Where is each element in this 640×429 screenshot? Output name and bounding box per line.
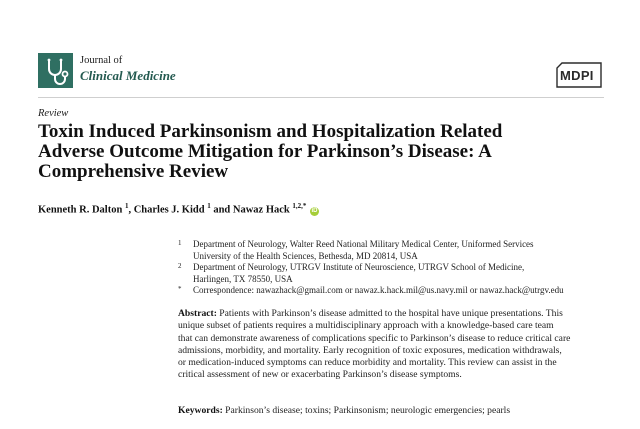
- abstract-line: admissions, morbidity, and mortality. Early recognition of toxic exposures, medication withdrawals,: [178, 344, 562, 356]
- affiliation-text: University of the Health Sciences, Bethesda, MD 20814, USA: [193, 250, 418, 261]
- author-affiliation-mark: 1,2,*: [292, 202, 307, 210]
- journal-name-line1: Journal of: [80, 55, 123, 66]
- affiliation-mark: 2: [178, 262, 182, 270]
- abstract: [178, 308, 608, 382]
- journal-logo: [38, 53, 73, 88]
- abstract-line: that can demonstrate awareness of complications specific to Parkinson’s disease to reduce critical care: [178, 332, 571, 344]
- abstract-line: unique subset of patients requires a multidisciplinary approach with a knowledge-based care team: [178, 320, 554, 332]
- abstract-line: or medication-induced symptoms can reduce morbidity and mortality. This review can assist in the: [178, 357, 557, 369]
- correspondence-mark: *: [178, 285, 182, 293]
- keywords: [178, 405, 510, 416]
- affiliation-mark: 1: [178, 239, 182, 247]
- author-name[interactable]: Kenneth R. Dalton: [38, 204, 123, 216]
- author-affiliation-mark: 1: [124, 202, 129, 210]
- author-affiliation-mark: 1: [207, 202, 211, 210]
- stethoscope-icon: [38, 53, 73, 88]
- author-separator: and: [210, 204, 233, 216]
- affiliation-text: Department of Neurology, UTRGV Institute of Neuroscience, UTRGV School of Medicine,: [193, 262, 525, 272]
- title-line: Adverse Outcome Mitigation for Parkinson’s Disease: A: [38, 141, 492, 162]
- abstract-line: [178, 308, 608, 320]
- orcid-icon[interactable]: iD: [311, 207, 318, 214]
- affiliation-text: Harlingen, TX 78550, USA: [193, 273, 293, 284]
- author-name[interactable]: Nawaz Hack: [232, 204, 290, 216]
- author-list: [38, 202, 319, 216]
- abstract-label: Abstract:: [178, 308, 217, 319]
- keywords-label: Keywords:: [178, 405, 223, 416]
- keywords-text: Parkinson’s disease; toxins; Parkinsonism; neurologic emergencies; pearls: [222, 405, 511, 416]
- title-line: Comprehensive Review: [38, 161, 229, 182]
- affiliation-text: Department of Neurology, Walter Reed National Military Medical Center, Uniformed Services: [193, 239, 534, 249]
- author-name[interactable]: Charles J. Kidd: [133, 204, 205, 216]
- title-line: Toxin Induced Parkinsonism and Hospitalization Related: [38, 121, 503, 142]
- article-type: Review: [38, 108, 69, 119]
- author-separator: ,: [128, 204, 134, 216]
- header-divider: [38, 97, 604, 98]
- abstract-text: Patients with Parkinson’s disease admitted to the hospital have unique presentations. This: [216, 308, 563, 319]
- correspondence-text[interactable]: Correspondence: nawazhack@gmail.com or nawaz.k.hack.mil@us.navy.mil or nawaz.hack@utrgv.edu: [193, 285, 564, 295]
- journal-name-line2: Clinical Medicine: [80, 68, 176, 83]
- article-title: [38, 122, 598, 182]
- publisher-logo: MDPI: [560, 68, 594, 83]
- abstract-line: critical assessment of new or exacerbating Parkinson’s disease symptoms.: [178, 369, 462, 381]
